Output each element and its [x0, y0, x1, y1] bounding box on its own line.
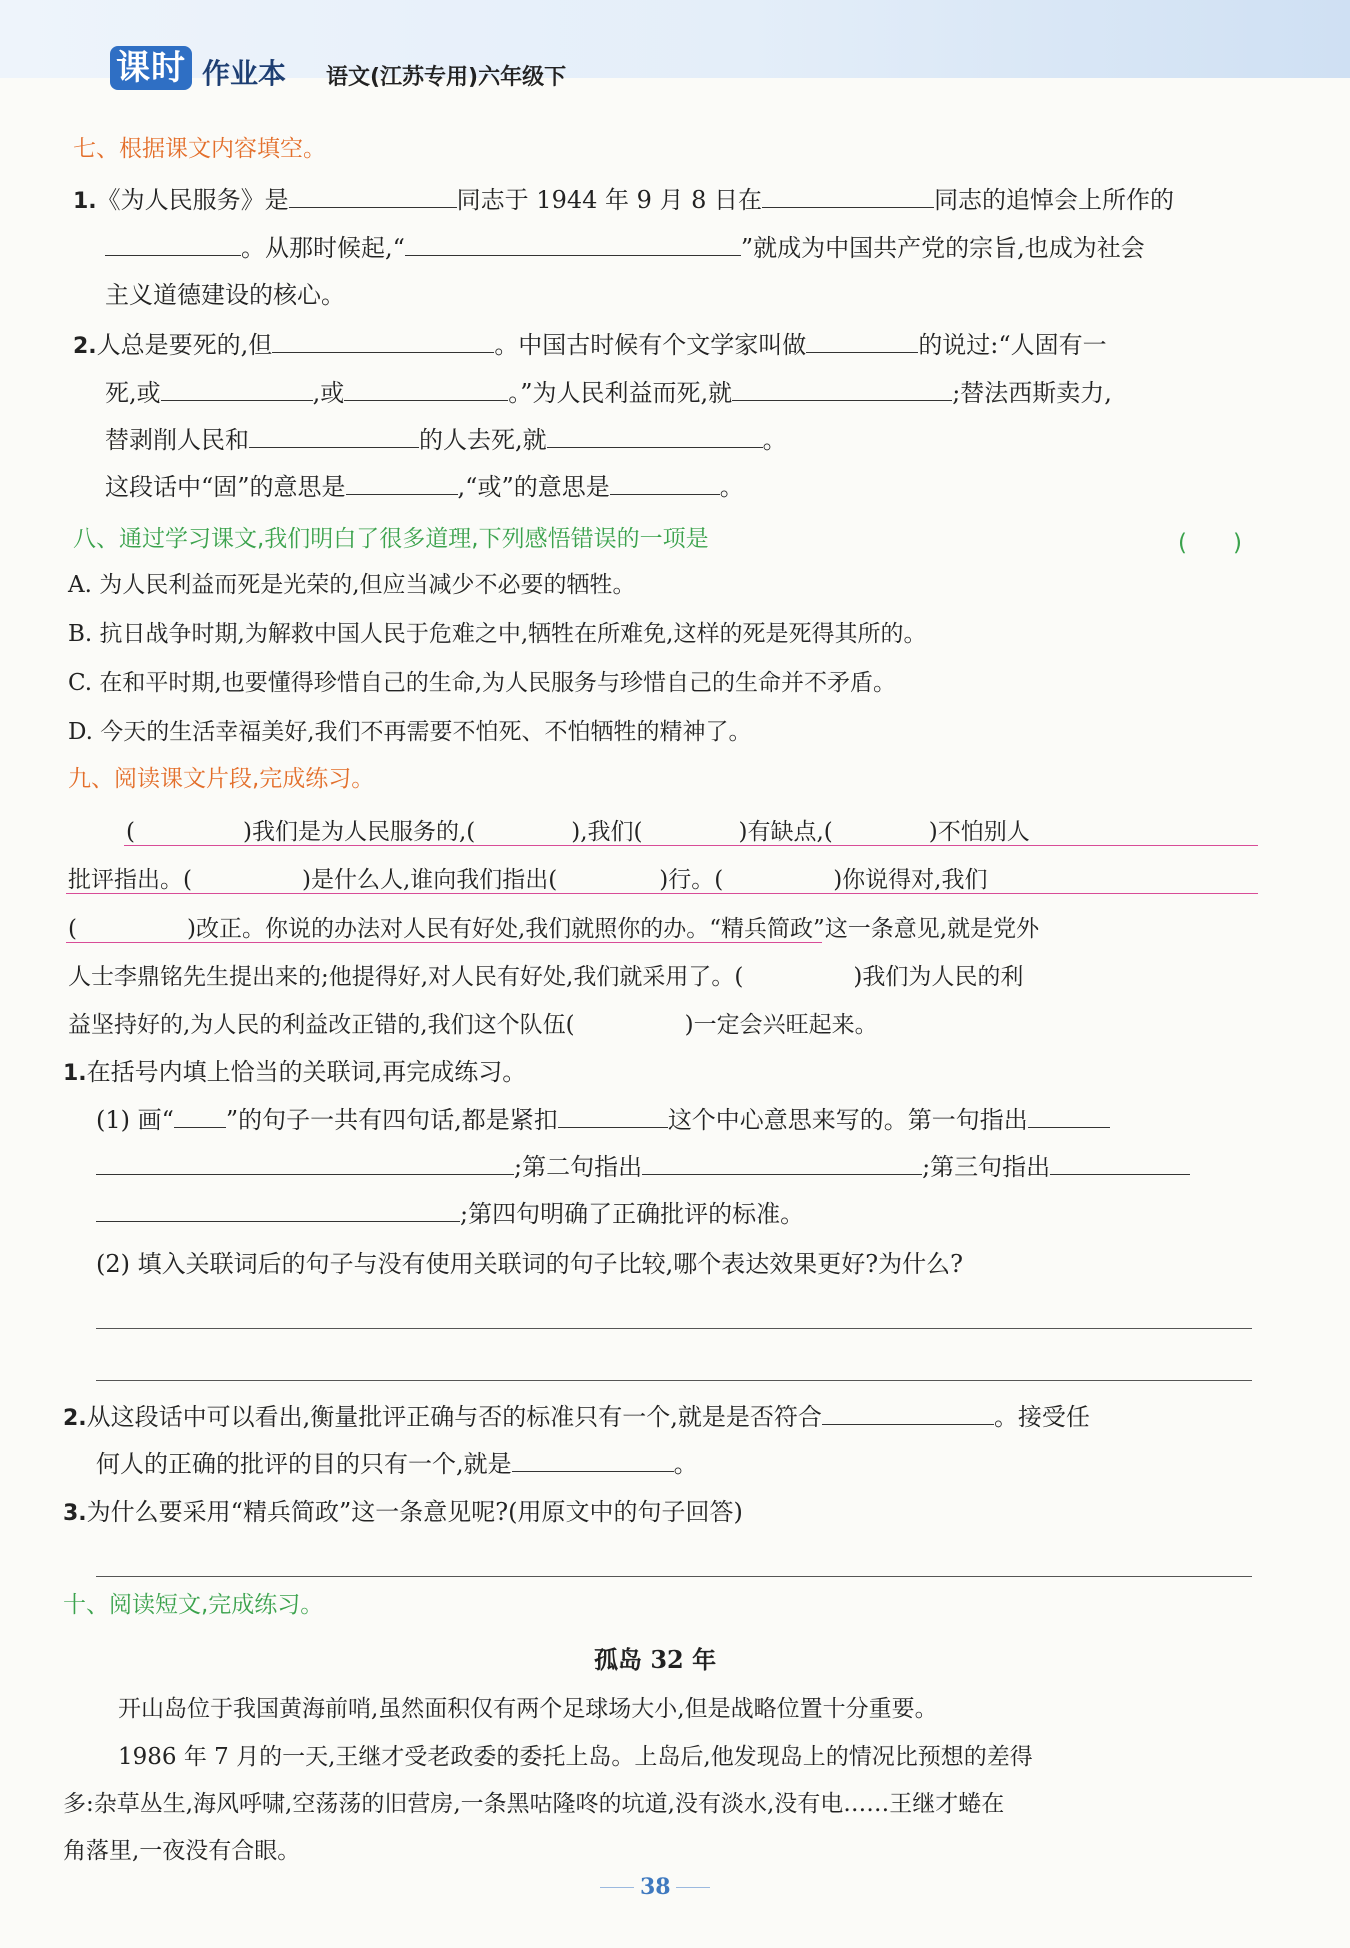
text: ;第四句明确了正确批评的标准。	[460, 1200, 805, 1228]
answer-line[interactable]	[96, 1328, 1252, 1329]
text: 益坚持好的,为人民的利益改正错的,我们这个队伍(	[68, 1012, 575, 1038]
text: 这段话中“固”的意思是	[105, 473, 346, 501]
question-number: 2.	[73, 334, 97, 359]
text: 死,或	[105, 379, 161, 407]
question-number: 1.	[63, 1061, 87, 1086]
text: )我们为人民的利	[853, 964, 1024, 990]
option-b[interactable]: B. 抗日战争时期,为解救中国人民于危难之中,牺牲在所难免,这样的死是死得其所的。	[68, 621, 927, 647]
blank[interactable]	[96, 1199, 460, 1222]
blank[interactable]	[1028, 1105, 1110, 1128]
text: ,或	[312, 379, 345, 407]
s9-q1-1-line2	[96, 1147, 1190, 1182]
underline-mark	[124, 845, 1258, 846]
text: ”就成为中国共产党的宗旨,也成为社会	[740, 234, 1145, 262]
text: ;第二句指出	[514, 1153, 643, 1181]
blank[interactable]	[289, 185, 457, 208]
book-subtitle: 语文(江苏专用)六年级下	[326, 65, 567, 90]
blank[interactable]	[405, 233, 741, 256]
text: )改正。你说的办法对人民有好处,我们就照你的办。	[186, 916, 710, 942]
section-8-title: 八、通过学习课文,我们明白了很多道理,下列感悟错误的一项是	[73, 526, 709, 552]
s7-q2-line3	[105, 420, 787, 455]
s7-q1-line1	[73, 180, 1174, 215]
underline-mark	[66, 942, 822, 943]
text: 人士李鼎铭先生提出来的;他提得好,对人民有好处,我们就采用了。(	[68, 964, 744, 990]
blank[interactable]	[547, 425, 763, 448]
text: 。	[673, 1450, 698, 1478]
question-number: 3.	[63, 1501, 87, 1526]
section-10-title: 十、阅读短文,完成练习。	[63, 1592, 324, 1618]
text: ,“或”的意思是	[457, 473, 610, 501]
option-d[interactable]: D. 今天的生活幸福美好,我们不再需要不怕死、不怕牺牲的精神了。	[68, 719, 752, 745]
text: 何人的正确的批评的目的只有一个,就是	[96, 1450, 512, 1478]
text: )是什么人,谁向我们指出(	[301, 867, 558, 893]
s7-q2-line1	[73, 325, 1107, 360]
brand-name: 作业本	[202, 57, 287, 90]
text: )我们是为人民服务的,(	[242, 819, 476, 845]
text: 这个中心意思来写的。第一句指出	[667, 1106, 1028, 1134]
blank[interactable]	[344, 378, 508, 401]
article-paragraph-2-line2: 多:杂草丛生,海风呼啸,空荡荡的旧营房,一条黑咕隆咚的坑道,没有淡水,没有电……王继才蜷在	[63, 1791, 1005, 1817]
text: 人总是要死的,但	[96, 331, 273, 359]
blank[interactable]	[249, 425, 419, 448]
blank[interactable]	[822, 1402, 994, 1425]
section-9-title: 九、阅读课文片段,完成练习。	[68, 766, 375, 792]
text: ;替法西斯卖力,	[952, 379, 1112, 407]
blank[interactable]	[732, 378, 952, 401]
s9-q2-line1	[63, 1397, 1090, 1432]
footer-dash-left	[600, 1887, 634, 1888]
s9-q1	[63, 1052, 526, 1087]
blank[interactable]	[105, 233, 241, 256]
text: 。从那时候起,“	[241, 234, 405, 262]
text: 在括号内填上恰当的关联词,再完成练习。	[86, 1058, 527, 1086]
text: 替剥削人民和	[105, 426, 249, 454]
text: )不怕别人	[928, 819, 1030, 845]
blank[interactable]	[346, 472, 458, 495]
option-c[interactable]: C. 在和平时期,也要懂得珍惜自己的生命,为人民服务与珍惜自己的生命并不矛盾。	[68, 670, 897, 696]
text: (1) 画“	[96, 1106, 174, 1134]
answer-line[interactable]	[96, 1380, 1252, 1381]
passage-line-2	[68, 861, 988, 894]
question-number: 1.	[73, 189, 97, 214]
article-paragraph-2-line3: 角落里,一夜没有合眼。	[63, 1838, 301, 1864]
text: “精兵简政”这一条意见,就是党外	[709, 916, 1040, 942]
passage-line-3	[68, 910, 1039, 943]
underline-mark	[66, 893, 1258, 894]
article-paragraph-2-line1: 1986 年 7 月的一天,王继才受老政委的委托上岛。上岛后,他发现岛上的情况比预想的差得	[118, 1744, 1033, 1770]
s9-q1-1-line3	[96, 1194, 804, 1229]
blank[interactable]	[762, 185, 934, 208]
s7-q1-line2	[105, 228, 1145, 263]
page-number: 38	[640, 1874, 671, 1900]
text: )行。(	[659, 867, 724, 893]
s9-q2-line2	[96, 1444, 698, 1479]
series-logo: 课时	[110, 46, 192, 90]
text: )有缺点,(	[738, 819, 833, 845]
text: 。	[762, 426, 787, 454]
option-a[interactable]: A. 为人民利益而死是光荣的,但应当减少不必要的牺牲。	[68, 572, 636, 598]
blank[interactable]	[174, 1105, 226, 1128]
text: )你说得对,我们	[833, 867, 988, 893]
blank[interactable]	[642, 1152, 922, 1175]
text: 。中国古时候有个文学家叫做	[494, 331, 807, 359]
s7-q2-line4	[105, 467, 744, 502]
text: )一定会兴旺起来。	[684, 1012, 878, 1038]
blank[interactable]	[806, 330, 918, 353]
text: 同志于 1944 年 9 月 8 日在	[456, 186, 763, 214]
blank[interactable]	[558, 1105, 668, 1128]
text: 从这段话中可以看出,衡量批评正确与否的标准只有一个,就是是否符合	[86, 1403, 822, 1431]
s9-q1-1-line1	[96, 1100, 1110, 1135]
text: 的人去死,就	[419, 426, 547, 454]
s7-q1-line3: 主义道德建设的核心。	[105, 281, 345, 309]
answer-line[interactable]	[96, 1576, 1252, 1577]
text: 的说过:“人固有一	[918, 331, 1107, 359]
text: 。	[719, 473, 744, 501]
text: ),我们(	[571, 819, 643, 845]
blank[interactable]	[512, 1449, 674, 1472]
text: 《为人民服务》是	[96, 186, 289, 214]
passage-line-4	[68, 958, 1023, 991]
text: 同志的追悼会上所作的	[934, 186, 1175, 214]
passage-line-1	[126, 813, 1030, 846]
text: (	[68, 916, 77, 942]
s7-q2-line2	[105, 373, 1112, 408]
s9-q1-2: (2) 填入关联词后的句子与没有使用关联词的句子比较,哪个表达效果更好?为什么?	[96, 1250, 963, 1278]
blank[interactable]	[1050, 1152, 1190, 1175]
text: 。接受任	[993, 1403, 1090, 1431]
blank[interactable]	[610, 472, 720, 495]
text: 批评指出。(	[68, 867, 192, 893]
passage-line-5	[68, 1006, 878, 1039]
section-7-title: 七、根据课文内容填空。	[73, 136, 326, 162]
article-paragraph-1: 开山岛位于我国黄海前哨,虽然面积仅有两个足球场大小,但是战略位置十分重要。	[118, 1696, 938, 1722]
text: ;第三句指出	[922, 1153, 1051, 1181]
text: (	[126, 819, 135, 845]
blank[interactable]	[161, 378, 313, 401]
answer-paren[interactable]: ( )	[1178, 530, 1242, 556]
footer-dash-right	[676, 1887, 710, 1888]
article-title: 孤岛 32 年	[594, 1645, 717, 1674]
text: 。”为人民利益而死,就	[508, 379, 733, 407]
question-number: 2.	[63, 1406, 87, 1431]
blank[interactable]	[96, 1152, 514, 1175]
s9-q3	[63, 1492, 743, 1527]
text: ”的句子一共有四句话,都是紧扣	[225, 1106, 558, 1134]
text: 为什么要采用“精兵简政”这一条意见呢?(用原文中的句子回答)	[86, 1498, 743, 1526]
blank[interactable]	[272, 330, 494, 353]
